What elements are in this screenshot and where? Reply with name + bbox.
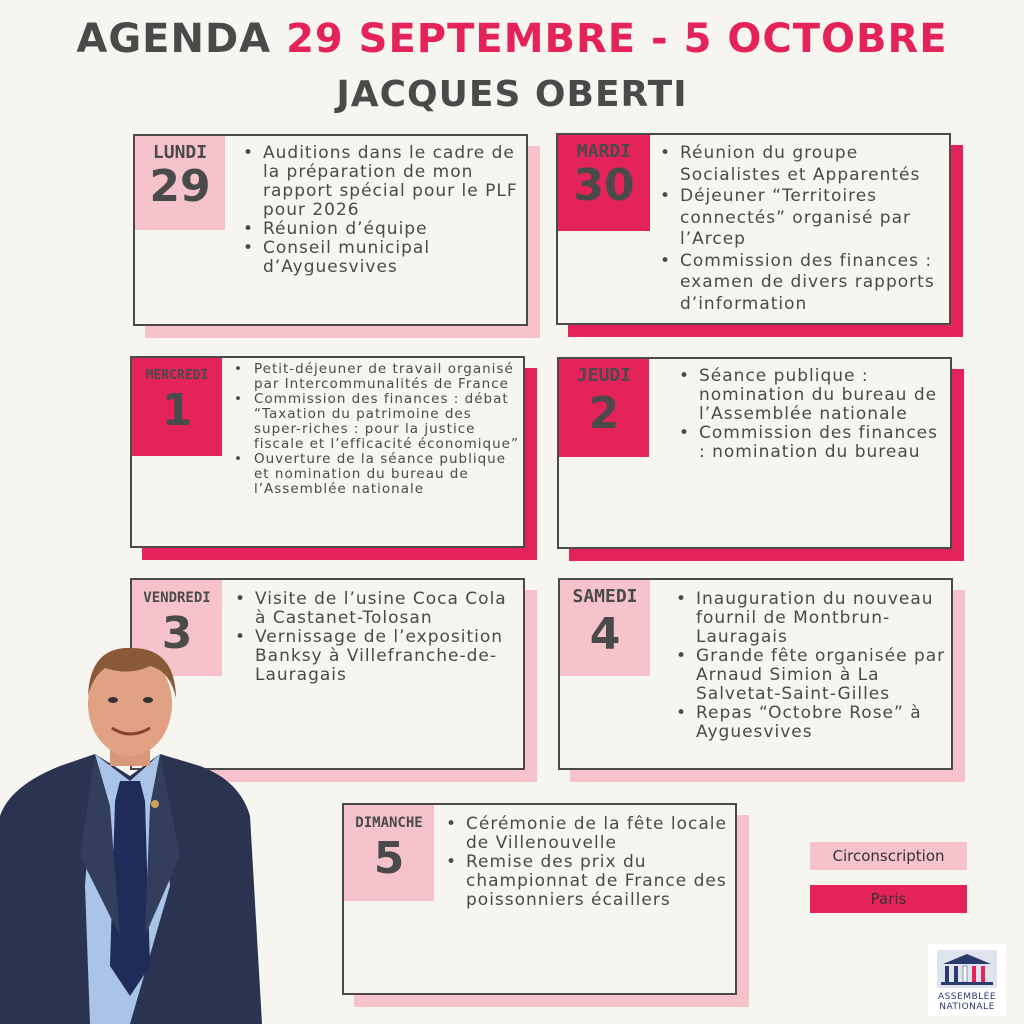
event-list bbox=[679, 367, 939, 462]
portrait-photo bbox=[0, 636, 262, 1024]
list-item: • Auditions dans le cadre de la préparation de mon rapport spécial pour le PLF pour 2026 bbox=[243, 144, 518, 220]
day-label-box bbox=[558, 135, 650, 231]
day-name: MERCREDI bbox=[145, 368, 209, 383]
list-item: • Commission des finances : débat “Taxation du patrimoine des super-riches : pour la justice fiscale et l’efficacité économique” bbox=[234, 392, 519, 452]
list-item: • Visite de l’usine Coca Cola à Castanet-Tolosan bbox=[235, 590, 517, 628]
list-item: • Ouverture de la séance publique et nomination du bureau de l’Assemblée nationale bbox=[234, 452, 519, 497]
list-item: • Commission des finances : examen de divers rapports d’information bbox=[660, 251, 942, 316]
list-item: • Réunion du groupe Socialistes et Apparentés bbox=[660, 143, 942, 186]
legend-circonscription: Circonscription bbox=[810, 842, 967, 870]
day-label-box bbox=[135, 136, 225, 230]
day-number: 5 bbox=[373, 833, 405, 884]
list-item: • Remise des prix du championnat de France des poissonniers écaillers bbox=[446, 853, 731, 910]
list-item: • Déjeuner “Territoires connectés” organisé par l’Arcep bbox=[660, 186, 942, 251]
agenda-word: AGENDA bbox=[76, 16, 272, 62]
day-label-box bbox=[344, 805, 434, 901]
day-card-jeudi bbox=[557, 357, 952, 549]
list-item: • Conseil municipal d’Ayguesvives bbox=[243, 239, 518, 277]
list-item: • Repas “Octobre Rose” à Ayguesvives bbox=[676, 704, 946, 742]
list-item: • Commission des finances : nomination du bureau bbox=[679, 424, 939, 462]
day-number: 3 bbox=[161, 608, 193, 659]
logo-line1: ASSEMBLÉE bbox=[937, 992, 997, 1002]
agenda-title bbox=[0, 16, 1024, 62]
day-name: MARDI bbox=[576, 141, 632, 162]
list-item: • Cérémonie de la fête locale de Villenouvelle bbox=[446, 815, 731, 853]
list-item: • Séance publique : nomination du bureau de l’Assemblée nationale bbox=[679, 367, 939, 424]
list-item: • Grande fête organisée par Arnaud Simion à La Salvetat-Saint-Gilles bbox=[676, 647, 946, 704]
list-item: • Vernissage de l’exposition Banksy à Villefranche-de-Lauragais bbox=[235, 628, 517, 685]
day-number: 1 bbox=[161, 385, 193, 436]
day-number: 29 bbox=[149, 161, 211, 212]
legend-paris: Paris bbox=[810, 885, 967, 913]
event-list bbox=[446, 815, 731, 910]
list-item: • Inauguration du nouveau fournil de Montbrun-Lauragais bbox=[676, 590, 946, 647]
date-range: 29 SEPTEMBRE - 5 OCTOBRE bbox=[286, 16, 948, 62]
event-list bbox=[243, 144, 518, 277]
day-card-samedi bbox=[558, 578, 953, 770]
assemblee-building-icon bbox=[937, 950, 997, 988]
person-name: JACQUES OBERTI bbox=[336, 74, 688, 115]
day-label-box bbox=[559, 359, 649, 457]
day-label-box bbox=[132, 358, 222, 456]
day-card-dimanche bbox=[342, 803, 737, 995]
event-list bbox=[235, 590, 517, 685]
day-card-lundi bbox=[133, 134, 528, 326]
list-item: • Petit-déjeuner de travail organisé par Intercommunalités de France bbox=[234, 362, 519, 392]
day-number: 4 bbox=[589, 609, 621, 660]
day-number: 2 bbox=[588, 388, 620, 439]
event-list bbox=[234, 362, 519, 497]
logo-line2: NATIONALE bbox=[939, 1002, 995, 1012]
day-name: LUNDI bbox=[152, 142, 208, 163]
event-list bbox=[676, 590, 946, 742]
day-name: SAMEDI bbox=[572, 586, 638, 607]
day-name: JEUDI bbox=[576, 365, 632, 386]
day-name: VENDREDI bbox=[143, 590, 211, 606]
day-label-box bbox=[560, 580, 650, 676]
day-card-mardi bbox=[556, 133, 951, 325]
day-name: DIMANCHE bbox=[355, 815, 423, 831]
day-card-mercredi bbox=[130, 356, 525, 548]
assemblee-nationale-logo bbox=[928, 944, 1006, 1016]
list-item: • Réunion d’équipe bbox=[243, 220, 518, 239]
day-number: 30 bbox=[573, 160, 635, 211]
event-list bbox=[660, 143, 942, 315]
